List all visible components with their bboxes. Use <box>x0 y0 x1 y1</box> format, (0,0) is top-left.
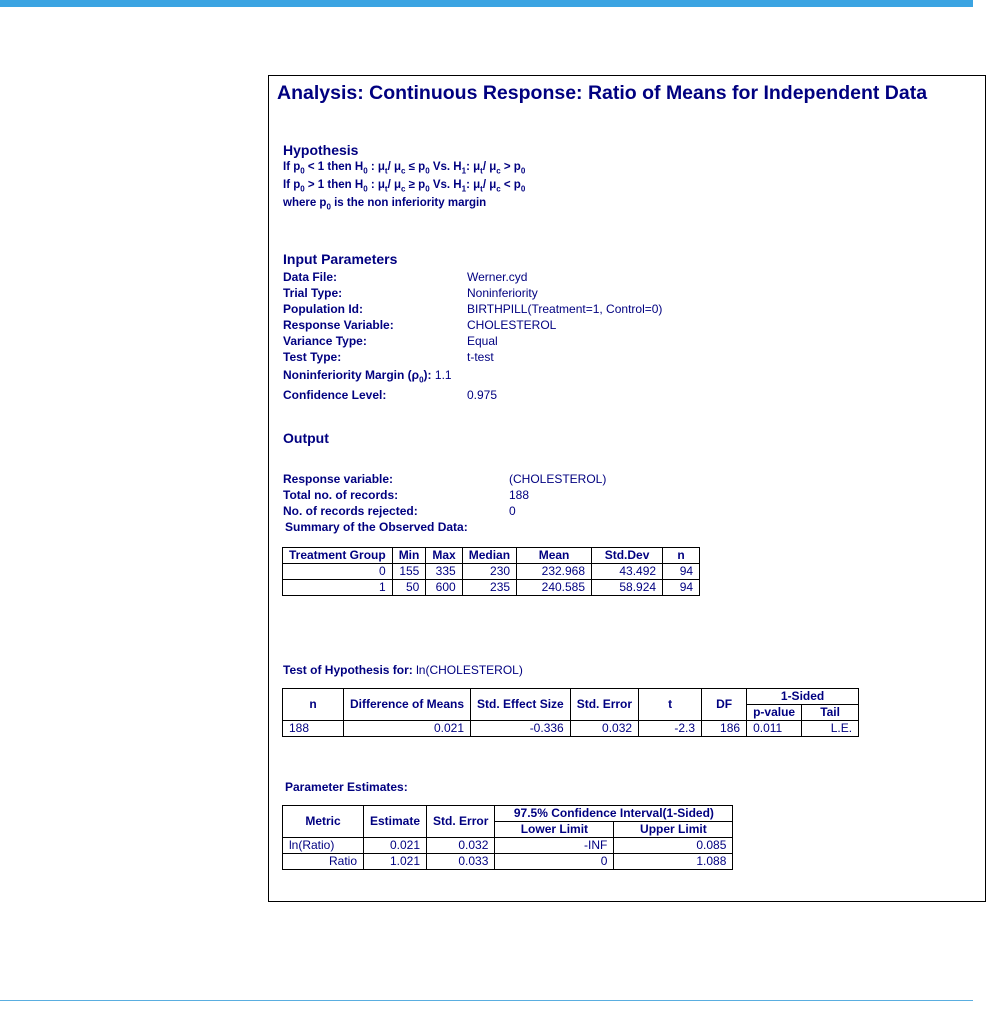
hypothesis-heading: Hypothesis <box>283 142 359 158</box>
table-row <box>283 854 733 870</box>
table-cell: -INF <box>495 838 614 854</box>
output-total-records: Total no. of records: 188 <box>283 488 530 502</box>
estimates-table <box>282 805 733 870</box>
table-header: Std. Effect Size <box>471 689 571 721</box>
table-cell: 600 <box>426 580 462 596</box>
table-header: Std. Error <box>427 806 495 838</box>
output-records-rejected: No. of records rejected: 0 <box>283 504 516 518</box>
table-cell: 0.032 <box>570 721 638 737</box>
table-cell: 335 <box>426 564 462 580</box>
table-header: Median <box>462 548 516 564</box>
table-header: Upper Limit <box>614 822 733 838</box>
table-cell: 235 <box>462 580 516 596</box>
table-header: Lower Limit <box>495 822 614 838</box>
input-parameters-heading: Input Parameters <box>283 251 398 267</box>
hypothesis-line-3: where $p_0$ is the non inferiority margin <box>283 197 487 212</box>
table-header-row <box>283 806 733 822</box>
table-cell: 232.968 <box>517 564 592 580</box>
table-header: Mean <box>517 548 592 564</box>
table-header: n <box>283 689 344 721</box>
table-header-row <box>283 548 700 564</box>
table-row <box>283 564 700 580</box>
input-response-variable: Response Variable: CHOLESTEROL <box>283 318 557 332</box>
input-data-file: Data File: Werner.cyd <box>283 270 528 284</box>
table-cell: 0.033 <box>427 854 495 870</box>
table-header: p-value <box>747 705 802 721</box>
table-header: Std.Dev <box>592 548 663 564</box>
table-cell: 58.924 <box>592 580 663 596</box>
table-header: Max <box>426 548 462 564</box>
table-header: 1-Sided <box>747 689 859 705</box>
table-cell: 43.492 <box>592 564 663 580</box>
table-cell: ln(Ratio) <box>283 838 364 854</box>
table-cell: Ratio <box>283 854 364 870</box>
hypothesis-line-2: If $p_0 > 1$ then $H_0$ : $\mu_t/$ $\mu_c \ge p_0$ Vs. $H_1$: $\mu_t/$ $\mu_c < p_0$ <box>283 179 526 194</box>
table-header: Min <box>392 548 426 564</box>
input-trial-type: Trial Type: Noninferiority <box>283 286 538 300</box>
table-cell: 50 <box>392 580 426 596</box>
test-table <box>282 688 859 737</box>
table-cell: L.E. <box>802 721 859 737</box>
table-cell: 1 <box>283 580 393 596</box>
table-cell: 186 <box>702 721 747 737</box>
summary-table <box>282 547 700 596</box>
table-header: Tail <box>802 705 859 721</box>
table-header: Metric <box>283 806 364 838</box>
input-noninferiority-margin: Noninferiority Margin $(\rho_0)$: 1.1 <box>283 368 452 385</box>
table-cell: 1.088 <box>614 854 733 870</box>
input-confidence-level: Confidence Level: 0.975 <box>283 388 498 402</box>
table-cell: -2.3 <box>639 721 702 737</box>
table-cell: 94 <box>663 564 700 580</box>
table-header: Estimate <box>364 806 427 838</box>
table-row <box>283 721 859 737</box>
table-cell: 0.021 <box>364 838 427 854</box>
report-title: Analysis: Continuous Response: Ratio of Means for Independent Data <box>277 82 928 104</box>
output-response-variable: Response variable: (CHOLESTEROL) <box>283 472 607 486</box>
table-cell: 240.585 <box>517 580 592 596</box>
table-header-row <box>283 689 859 705</box>
table-header: Difference of Means <box>344 689 471 721</box>
table-cell: 0 <box>495 854 614 870</box>
input-variance-type: Variance Type: Equal <box>283 334 498 348</box>
summary-label: Summary of the Observed Data: <box>285 520 468 534</box>
table-cell: 230 <box>462 564 516 580</box>
table-cell: 0 <box>283 564 393 580</box>
table-cell: 94 <box>663 580 700 596</box>
table-cell: 0.085 <box>614 838 733 854</box>
table-cell: 0.032 <box>427 838 495 854</box>
test-of-hypothesis-label: Test of Hypothesis for: ln(CHOLESTEROL) <box>283 663 523 677</box>
hypothesis-line-1: If $p_0 < 1$ then $H_0$ : $\mu_t/$ $\mu_c \le p_0$ Vs. $H_1$: $\mu_t/$ $\mu_c > p_0$ <box>283 161 526 176</box>
input-test-type: Test Type: t-test <box>283 350 494 364</box>
bottom-divider <box>0 1000 973 1001</box>
report-panel <box>268 75 986 902</box>
table-header: Std. Error <box>570 689 638 721</box>
table-cell: 0.021 <box>344 721 471 737</box>
table-row <box>283 838 733 854</box>
output-heading: Output <box>283 430 329 446</box>
table-header: n <box>663 548 700 564</box>
table-row <box>283 580 700 596</box>
table-cell: -0.336 <box>471 721 571 737</box>
table-cell: 0.011 <box>747 721 802 737</box>
table-header: t <box>639 689 702 721</box>
table-header: Treatment Group <box>283 548 393 564</box>
input-population-id: Population Id: BIRTHPILL(Treatment=1, Control=0) <box>283 302 663 316</box>
table-header: DF <box>702 689 747 721</box>
table-cell: 188 <box>283 721 344 737</box>
table-header: 97.5% Confidence Interval(1-Sided) <box>495 806 733 822</box>
top-accent-bar <box>0 0 973 7</box>
table-cell: 155 <box>392 564 426 580</box>
table-cell: 1.021 <box>364 854 427 870</box>
parameter-estimates-label: Parameter Estimates: <box>285 780 408 794</box>
